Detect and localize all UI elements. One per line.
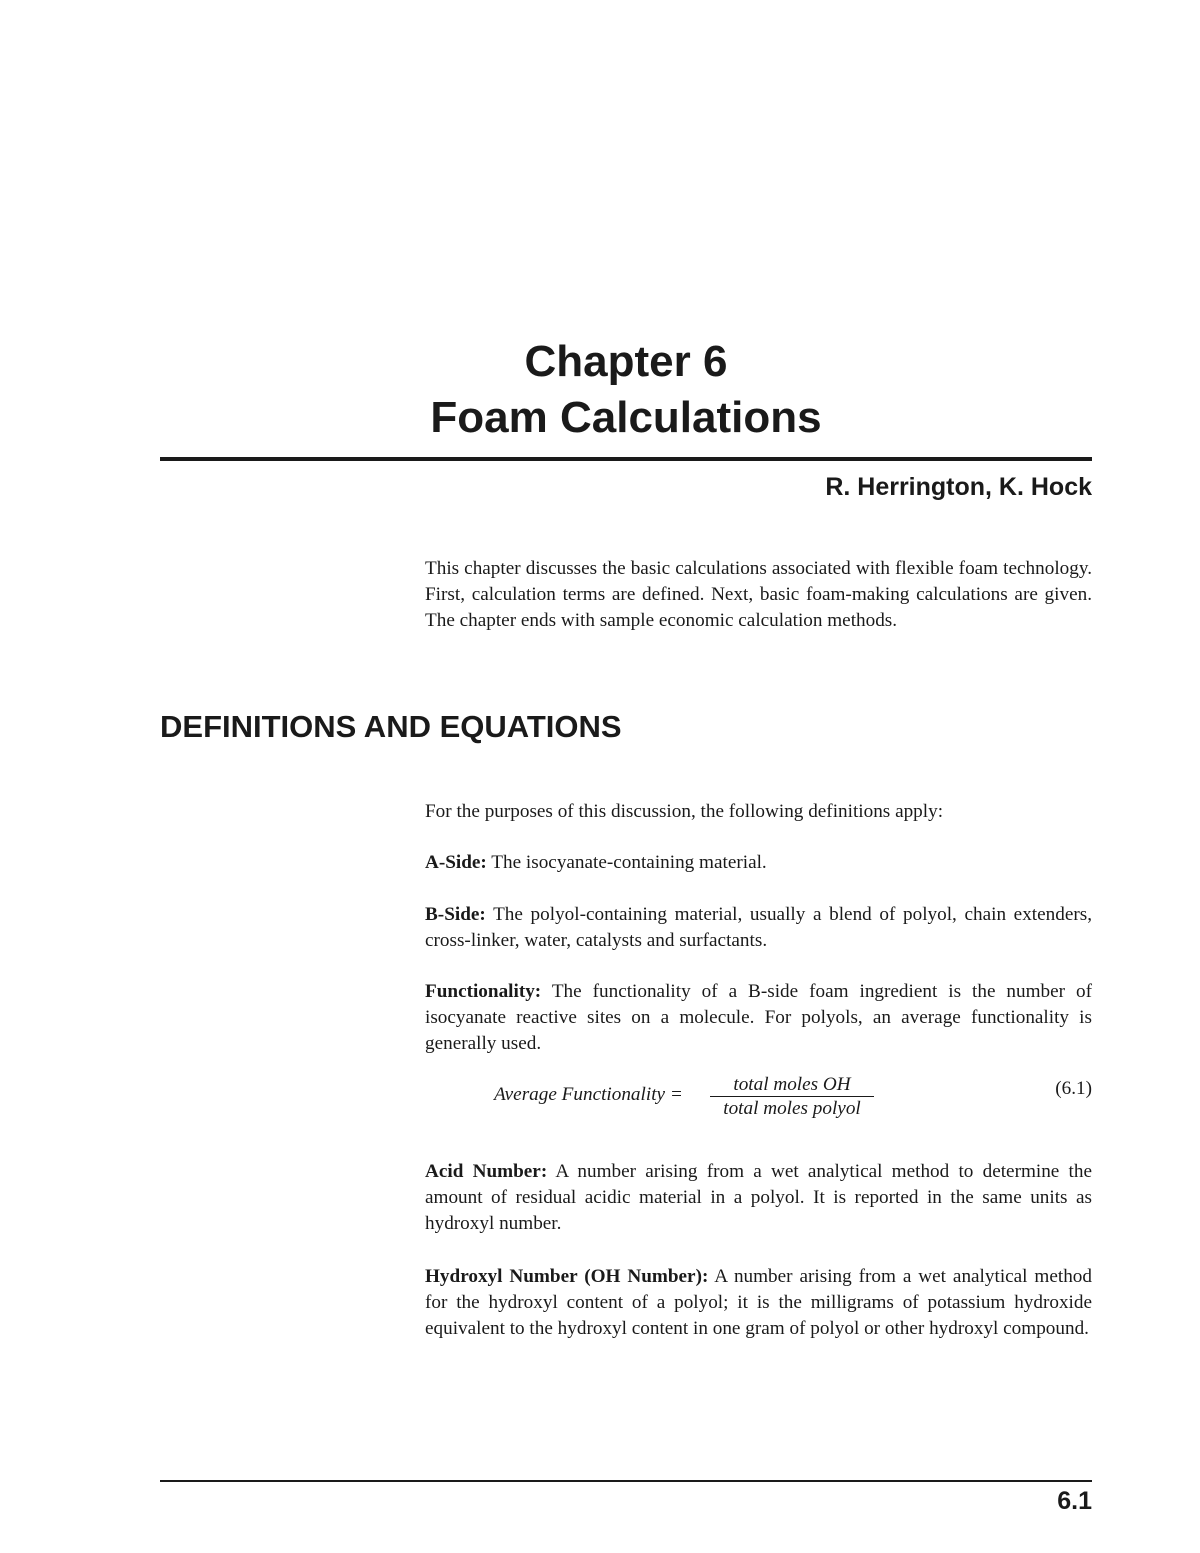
definition-b-side (425, 902, 1092, 954)
definition-text: A number arising from a wet analytical method for the hydroxyl content of a polyol; it is the milligrams of potassium hydroxide equivalent to the hydroxyl content in one gram of polyol or other hydroxyl compound. (425, 1266, 1092, 1339)
definition-hydroxyl-number (425, 1264, 1092, 1342)
equation-denominator: total moles polyol (723, 1098, 861, 1119)
definition-functionality (425, 979, 1092, 1057)
authors: R. Herrington, K. Hock (825, 473, 1092, 501)
equation-numerator: total moles OH (733, 1074, 851, 1095)
definition-text: The polyol-containing material, usually a blend of polyol, chain extenders, cross-linker, water, catalysts and surfactants. (425, 904, 1092, 951)
definition-term: A-Side: (425, 852, 487, 873)
equation-fraction (710, 1074, 874, 1121)
definition-text: A number arising from a wet analytical method to determine the amount of residual acidic material in a polyol. It is reported in the same units as hydroxyl number. (425, 1161, 1092, 1234)
definition-acid-number (425, 1159, 1092, 1237)
equation-number: (6.1) (1055, 1078, 1092, 1099)
definition-a-side (425, 850, 1092, 876)
definition-term: B-Side: (425, 904, 486, 925)
definition-term: Functionality: (425, 981, 542, 1002)
chapter-number: Chapter 6 (524, 337, 728, 386)
equation-6-1 (425, 1074, 1092, 1126)
definition-text: The functionality of a B-side foam ingredient is the number of isocyanate reactive sites on a molecule. For polyols, an average functionality is generally used. (425, 981, 1092, 1054)
title-rule (160, 457, 1092, 461)
definition-text: The isocyanate-containing material. (486, 852, 767, 873)
section-heading: DEFINITIONS AND EQUATIONS (160, 709, 622, 744)
definition-term: Hydroxyl Number (OH Number): (425, 1266, 709, 1287)
section-lead: For the purposes of this discussion, the following definitions apply: (425, 801, 944, 822)
chapter-title: Foam Calculations (430, 393, 822, 442)
intro-paragraph: This chapter discusses the basic calculations associated with flexible foam technology. First, calculation terms are defined. Next, basic foam-making calculations are given. The chapter ends with sample economic calculation methods. (425, 558, 1092, 631)
equation-lhs: Average Functionality = (494, 1084, 683, 1105)
page-number: 6.1 (1057, 1487, 1092, 1515)
definition-term: Acid Number: (425, 1161, 548, 1182)
footer-rule (160, 1480, 1092, 1482)
